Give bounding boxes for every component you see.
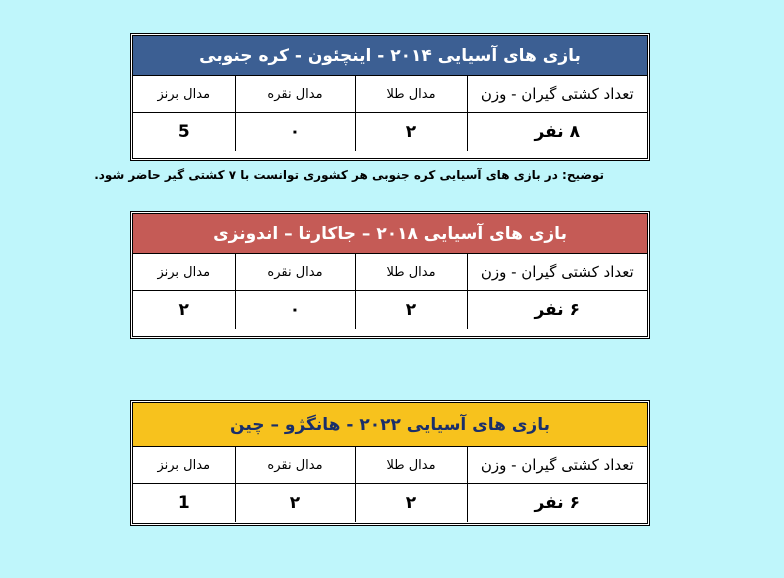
table-2022 [130, 400, 650, 526]
table-title: بازی های آسیایی ۲۰۱۸ – جاکارتا – اندونزی [133, 214, 647, 254]
footnote: توضیح: در بازی های آسیایی کره جنوبی هر کشوری توانست با ۷ کشتی گیر حاضر شود. [94, 168, 604, 182]
header-row [133, 254, 647, 291]
table-row [133, 484, 647, 523]
header-silver: مدال نقره [235, 76, 355, 113]
medal-table [133, 254, 647, 329]
header-gold: مدال طلا [355, 254, 467, 291]
wrestlers-count: ۶ نفر [467, 291, 647, 330]
header-bronze: مدال برنز [133, 447, 235, 484]
header-silver: مدال نقره [235, 447, 355, 484]
gold-count: ۲ [355, 113, 467, 152]
header-gold: مدال طلا [355, 76, 467, 113]
bronze-count: ۲ [178, 300, 189, 320]
header-wrestlers: تعداد کشتی گیران - وزن [467, 447, 647, 484]
medal-table [133, 447, 647, 522]
header-row [133, 76, 647, 113]
header-row [133, 447, 647, 484]
bronze-count: 1 [177, 493, 190, 513]
table-row [133, 113, 647, 152]
silver-count: ۰ [235, 291, 355, 330]
table-2018 [130, 211, 650, 339]
table-2014 [130, 33, 650, 161]
header-gold: مدال طلا [355, 447, 467, 484]
gold-count: ۲ [355, 291, 467, 330]
header-bronze: مدال برنز [133, 76, 235, 113]
silver-count: ۰ [235, 113, 355, 152]
table-title: بازی های آسیایی ۲۰۱۴ - اینچئون - کره جنوبی [133, 36, 647, 76]
medal-table [133, 76, 647, 151]
silver-count: ۲ [235, 484, 355, 523]
table-title: بازی های آسیایی ۲۰۲۲ - هانگژو – چین [133, 403, 647, 447]
header-wrestlers: تعداد کشتی گیران - وزن [467, 254, 647, 291]
header-silver: مدال نقره [235, 254, 355, 291]
wrestlers-count: ۸ نفر [467, 113, 647, 152]
bronze-count: 5 [177, 122, 190, 142]
gold-count: ۲ [355, 484, 467, 523]
header-wrestlers: تعداد کشتی گیران - وزن [467, 76, 647, 113]
table-row [133, 291, 647, 330]
header-bronze: مدال برنز [133, 254, 235, 291]
wrestlers-count: ۶ نفر [467, 484, 647, 523]
